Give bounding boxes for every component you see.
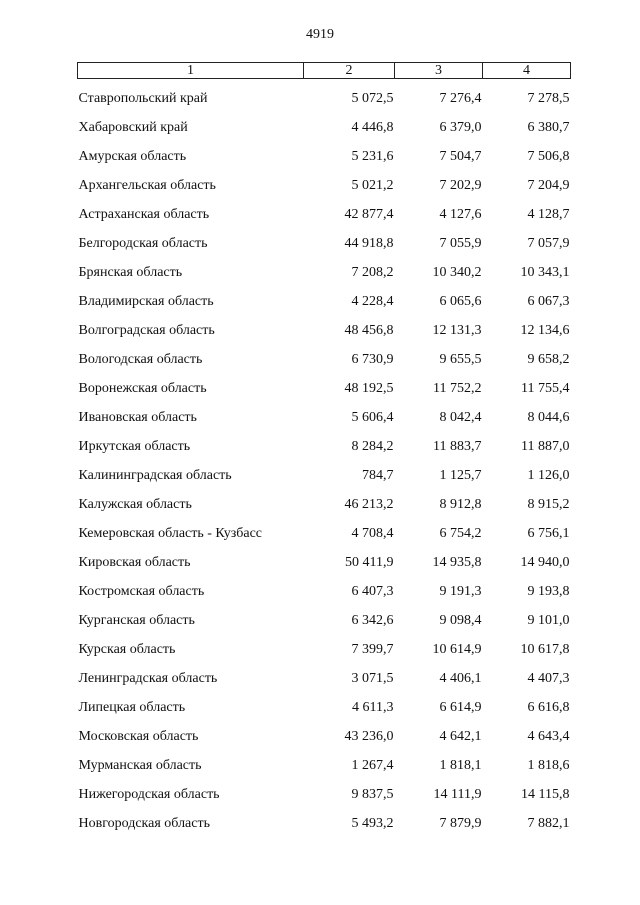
region-name: Волгоградская область [78,323,215,338]
value-col-4: 6 756,1 [527,526,570,541]
region-name: Амурская область [78,149,187,164]
table-row [78,200,571,229]
value-col-2: 9 837,5 [351,787,394,802]
value-col-3: 14 111,9 [433,787,482,802]
value-col-3: 9 655,5 [439,352,482,367]
value-col-2: 50 411,9 [345,555,394,570]
region-name: Калужская область [78,497,192,512]
region-name: Липецкая область [78,700,186,715]
table-row [78,635,571,664]
region-name: Вологодская область [78,352,203,367]
value-col-2: 42 877,4 [344,207,394,222]
value-col-4: 12 134,6 [520,323,570,338]
column-header-4: 4 [483,63,571,79]
value-col-2: 44 918,8 [344,236,394,251]
value-col-3: 8 912,8 [439,497,482,512]
value-col-2: 5 072,5 [351,91,394,106]
value-col-3: 10 614,9 [432,642,482,657]
table-row [78,722,571,751]
value-col-3: 9 191,3 [439,584,482,599]
region-name: Московская область [78,729,199,744]
data-table [77,62,571,838]
region-name: Ставропольский край [78,91,208,106]
table-row [78,461,571,490]
value-col-3: 4 642,1 [439,729,482,744]
region-name: Брянская область [78,265,183,280]
region-name: Астраханская область [78,207,210,222]
region-name: Мурманская область [78,758,202,773]
value-col-2: 784,7 [362,468,394,483]
table-header [78,63,571,79]
region-name: Хабаровский край [78,120,188,135]
value-col-3: 6 379,0 [439,120,482,135]
value-col-4: 6 067,3 [527,294,570,309]
region-name: Калининградская область [78,468,232,483]
value-col-4: 9 101,0 [527,613,570,628]
value-col-4: 4 407,3 [527,671,570,686]
table-row [78,374,571,403]
region-name: Костромская область [78,584,205,599]
table-row [78,606,571,635]
value-col-3: 6 754,2 [439,526,482,541]
value-col-4: 10 617,8 [520,642,570,657]
region-name: Владимирская область [78,294,214,309]
table-row [78,693,571,722]
table-row [78,780,571,809]
value-col-3: 6 065,6 [439,294,482,309]
table-row [78,519,571,548]
value-col-2: 5 021,2 [351,178,394,193]
value-col-4: 14 940,0 [520,555,570,570]
value-col-3: 7 879,9 [439,816,482,831]
column-header-2: 2 [304,63,395,79]
region-name: Воронежская область [78,381,207,396]
table-row [78,809,571,838]
value-col-2: 6 730,9 [351,352,394,367]
value-col-3: 7 504,7 [439,149,482,164]
value-col-4: 11 755,4 [521,381,570,396]
value-col-2: 48 192,5 [344,381,394,396]
table-body [78,79,571,839]
value-col-2: 7 208,2 [351,265,394,280]
value-col-3: 7 055,9 [439,236,482,251]
value-col-4: 7 204,9 [527,178,570,193]
value-col-3: 1 125,7 [439,468,482,483]
region-name: Белгородская область [78,236,208,251]
value-col-2: 6 342,6 [351,613,394,628]
table-row [78,171,571,200]
region-name: Курская область [78,642,176,657]
value-col-2: 6 407,3 [351,584,394,599]
table-row [78,287,571,316]
table-row [78,664,571,693]
region-name: Ленинградская область [78,671,218,686]
region-name: Новгородская область [78,816,210,831]
table-row [78,577,571,606]
table-row [78,403,571,432]
region-name: Нижегородская область [78,787,220,802]
value-col-4: 7 506,8 [527,149,570,164]
value-col-4: 10 343,1 [520,265,570,280]
value-col-2: 5 493,2 [351,816,394,831]
table-row [78,79,571,114]
table-row [78,316,571,345]
value-col-2: 4 446,8 [351,120,394,135]
value-col-2: 48 456,8 [344,323,394,338]
value-col-4: 6 616,8 [527,700,570,715]
value-col-4: 1 818,6 [527,758,570,773]
table-row [78,142,571,171]
region-name: Курганская область [78,613,195,628]
value-col-3: 4 406,1 [439,671,482,686]
value-col-2: 5 231,6 [351,149,394,164]
value-col-3: 1 818,1 [439,758,482,773]
value-col-2: 4 611,3 [352,700,394,715]
value-col-4: 14 115,8 [521,787,570,802]
value-col-3: 10 340,2 [432,265,482,280]
value-col-4: 7 057,9 [527,236,570,251]
value-col-3: 7 202,9 [439,178,482,193]
value-col-3: 11 883,7 [433,439,482,454]
value-col-4: 8 044,6 [527,410,570,425]
value-col-2: 1 267,4 [351,758,394,773]
table-row [78,548,571,577]
table-row [78,432,571,461]
region-name: Иркутская область [78,439,191,454]
value-col-3: 7 276,4 [439,91,482,106]
page-number: 4919 [306,27,334,42]
region-name: Архангельская область [78,178,216,193]
value-col-2: 46 213,2 [344,497,394,512]
region-name: Ивановская область [78,410,197,425]
table-row [78,258,571,287]
value-col-2: 3 071,5 [351,671,394,686]
column-header-3: 3 [395,63,483,79]
value-col-4: 1 126,0 [527,468,570,483]
value-col-3: 4 127,6 [439,207,482,222]
value-col-4: 8 915,2 [527,497,570,512]
table-row [78,490,571,519]
value-col-2: 5 606,4 [351,410,394,425]
table-row [78,345,571,374]
value-col-4: 6 380,7 [527,120,570,135]
value-col-4: 4 643,4 [527,729,570,744]
value-col-2: 7 399,7 [351,642,394,657]
table-row [78,751,571,780]
value-col-4: 9 658,2 [527,352,570,367]
column-header-1: 1 [78,63,304,79]
value-col-2: 4 228,4 [351,294,394,309]
value-col-2: 8 284,2 [351,439,394,454]
value-col-4: 9 193,8 [527,584,570,599]
value-col-4: 7 278,5 [527,91,570,106]
table-row [78,113,571,142]
value-col-3: 14 935,8 [432,555,482,570]
region-name: Кировская область [78,555,191,570]
value-col-3: 8 042,4 [439,410,482,425]
value-col-2: 43 236,0 [344,729,394,744]
value-col-4: 11 887,0 [521,439,570,454]
value-col-3: 6 614,9 [439,700,482,715]
region-name: Кемеровская область - Кузбасс [78,526,263,541]
table-row [78,229,571,258]
value-col-3: 12 131,3 [432,323,482,338]
header-row [78,63,571,79]
value-col-2: 4 708,4 [351,526,394,541]
value-col-3: 11 752,2 [433,381,482,396]
value-col-4: 7 882,1 [527,816,570,831]
value-col-4: 4 128,7 [527,207,570,222]
value-col-3: 9 098,4 [439,613,482,628]
